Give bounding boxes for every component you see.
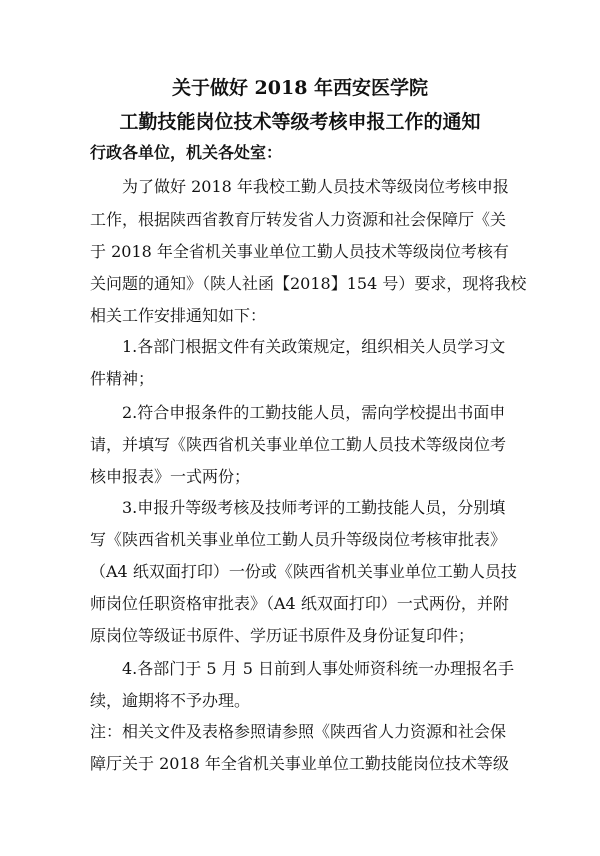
document-title-line-1: 关于做好 2018 年西安医学院 <box>171 77 429 99</box>
note-line: 障厅关于 2018 年全省机关事业单位工勤技能岗位技术等级 <box>90 754 509 773</box>
body-line: 件精神； <box>90 369 155 388</box>
body-line: 关问题的通知》（陕人社函【2018】154 号）要求，现将我校 <box>90 274 527 293</box>
body-line: 续，逾期将不予办理。 <box>90 691 251 710</box>
body-line: （A4 纸双面打印）一份或《陕西省机关事业单位工勤人员技 <box>90 562 517 581</box>
body-line: 核申报表》一式两份； <box>90 467 251 486</box>
body-line: 于 2018 年全省机关事业单位工勤人员技术等级岗位考核有 <box>90 242 509 261</box>
body-line: 为了做好 2018 年我校工勤人员技术等级岗位考核申报 <box>90 177 509 196</box>
document-title-line-2: 工勤技能岗位技术等级考核申报工作的通知 <box>119 111 481 133</box>
note-line: 注：相关文件及表格参照请参照《陕西省人力资源和社会保 <box>90 722 507 741</box>
body-line: 1.各部门根据文件有关政策规定，组织相关人员学习文 <box>90 337 506 356</box>
body-line: 3.申报升等级考核及技师考评的工勤技能人员，分别填 <box>90 498 506 517</box>
body-line: 写《陕西省机关事业单位工勤人员升等级岗位考核审批表》 <box>90 530 507 549</box>
body-line: 请，并填写《陕西省机关事业单位工勤人员技术等级岗位考 <box>90 435 507 454</box>
body-line: 2.符合申报条件的工勤技能人员，需向学校提出书面申 <box>90 403 506 422</box>
body-line: 原岗位等级证书原件、学历证书原件及身份证复印件； <box>90 626 475 645</box>
body-line: 相关工作安排通知如下： <box>90 306 267 325</box>
body-line: 4.各部门于 5 月 5 日前到人事处师资科统一办理报名手 <box>90 659 514 678</box>
body-line: 师岗位任职资格审批表》（A4 纸双面打印）一式两份，并附 <box>90 594 509 613</box>
salutation: 行政各单位，机关各处室： <box>90 143 283 162</box>
body-line: 工作，根据陕西省教育厅转发省人力资源和社会保障厅《关 <box>90 210 507 229</box>
